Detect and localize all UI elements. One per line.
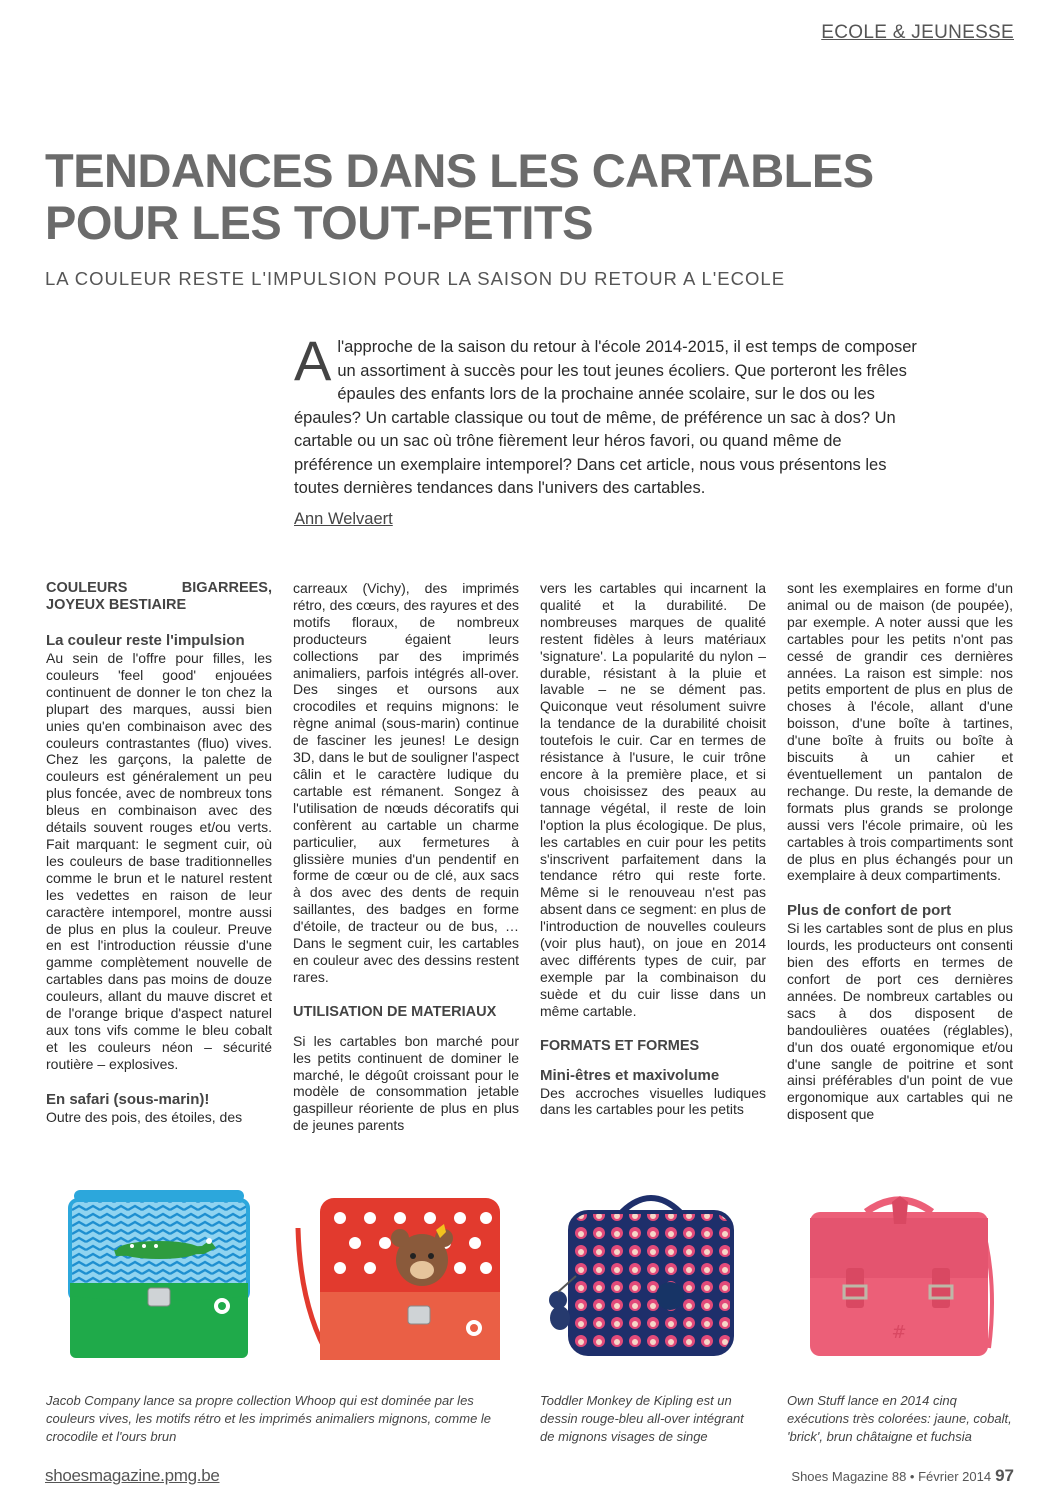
footer-website-link[interactable]: shoesmagazine.pmg.be [45, 1466, 220, 1485]
article-subtitle: LA COULEUR RESTE L'IMPULSION POUR LA SAISON DU RETOUR A L'ECOLE [45, 268, 786, 289]
title-line-2: POUR LES TOUT-PETITS [45, 196, 593, 249]
caption-jacob-company: Jacob Company lance sa propre collection Whoop qui est dominée par les couleurs vives, les motifs rétro et les imprimés animaliers mignons, comme le crocodile et l'ours brun [46, 1393, 492, 1444]
bear-bag-photo [290, 1188, 520, 1360]
subheading-mini: Mini-êtres et maxivolume [540, 1066, 720, 1084]
body-text: Si les cartables sont de plus en plus lourds, les producteurs ont consenti bien des efforts en termes de confort de port ces dernières années. De nombreux cartables ou sacs à dos disposent de bandoulières ouatées (réglables), d'un dos ouaté ergonomique et/ou d'une sangle de poitrine et sont ainsi préférables d'un point de vue ergonomique aux cartables qui ne disposent que [787, 920, 1013, 1123]
crocodile-bag-photo [44, 1188, 274, 1360]
intro-text: l'approche de la saison du retour à l'école 2014-2015, il est temps de composer un assortiment à succès pour les tout jeunes écoliers. Que porteront les frêles épaules des enfants lors de la prochaine année scolaire, sur le dos ou les épaules? Un cartable classique ou tout de même, de préférence un sac à dos? Un cartable ou un sac où trône fièrement leur héros favori, ou quand même de préférence un exemplaire intemporel? Dans cet article, nous vous présentons les toutes dernières tendances dans l'univers des cartables. [294, 338, 917, 497]
ownstuff-bag-photo [784, 1188, 1014, 1360]
body-text: Au sein de l'offre pour filles, les couleurs 'feel good' enjouées continuent de donner le ton chez la plupart des marques, aussi bien unies qu'en combinaison avec des couleurs contrastantes (fluo) vives. Chez les garçons, la palette de couleurs est généralement un peu plus foncée, avec de nombreux tons bleus en combinaison avec des détails souvent rouges et/ou verts. Fait marquant: le segment cuir, où les couleurs de base traditionnelles comme le brun et le naturel restent les vedettes en raison de leur caractère intemporel, montre aussi de plus en plus la couleur. Preuve en est l'introduction réussie d'une gamme complètement nouvelle de cartables dans pas moins de douze couleurs, allant du mauve discret et de l'orange brique d'aspect naturel aux tons vifs comme le bleu cobalt et les couleurs néon – sécurité routière – explosives. [46, 650, 272, 1072]
text-column-2 [293, 580, 519, 1175]
page-number: 97 [995, 1466, 1014, 1485]
section-tag: ECOLE & JEUNESSE [821, 22, 1014, 43]
body-text: Outre des pois, des étoiles, des [46, 1108, 243, 1125]
drop-cap: A [294, 329, 332, 392]
subheading-comfort: Plus de confort de port [787, 902, 952, 920]
kipling-bag-photo [536, 1188, 766, 1360]
caption-own-stuff: Own Stuff lance en 2014 cinq exécutions très colorées: jaune, cobalt, 'brick', brun châtaigne et fuchsia [787, 1393, 1012, 1444]
text-column-3 [540, 580, 766, 1175]
issue-label: Shoes Magazine 88 • Février 2014 [791, 1469, 992, 1484]
section-heading-colors: COULEURS BIGARREES, JOYEUX BESTIAIRE [46, 580, 272, 613]
caption-kipling: Toddler Monkey de Kipling est un dessin rouge-bleu all-over intégrant de mignons visages de singe [540, 1393, 744, 1444]
subheading-safari: En safari (sous-marin)! [46, 1090, 210, 1108]
svg-text:#: # [891, 1322, 907, 1343]
text-column-4 [787, 580, 1013, 1175]
body-text: sont les exemplaires en forme d'un animal ou de maison (de poupée), par exemple. A noter aussi que les cartables pour les petits n'ont pas cessé de grandir ces dernières années. La raison est simple: nos petits emportent de plus en plus de choses à l'école, allant d'une boisson, d'une boîte à tartines, d'une boîte à fruits ou boîte à biscuits à un cahier et éventuellement un pantalon de rechange. Du reste, la demande de formats plus grands se prolonge aussi vers l'école primaire, où les cartables à trois compartiments sont de plus en plus échangés pour un exemplaire à deux compartiments. [787, 580, 1013, 884]
section-heading-formats: FORMATS ET FORMES [540, 1037, 700, 1054]
body-text: Des accroches visuelles ludiques dans les cartables pour les petits [540, 1084, 766, 1118]
footer-issue-info [791, 1466, 1014, 1486]
body-text: Si les cartables bon marché pour les petits continuent de dominer le marché, le dégoût croissant pour le modèle de consommation jetable gaspilleur réoriente de plus en plus de jeunes parents [293, 1032, 519, 1134]
intro-paragraph [294, 329, 924, 501]
title-line-1: TENDANCES DANS LES CARTABLES [45, 144, 874, 197]
subheading-impulse: La couleur reste l'impulsion [46, 632, 245, 649]
author-byline: Ann Welvaert [294, 510, 393, 528]
body-text: carreaux (Vichy), des imprimés rétro, des cœurs, des rayures et des motifs floraux, de nombreux producteurs égaient leurs collections par des imprimés animaliers, parfois intégrés all-over. Des singes et oursons aux crocodiles et requins mignons: le règne animal (sous-marin) continue de fasciner les jeunes! Le design 3D, dans le but de souligner l'aspect câlin et le caractère ludique du cartable est rémanent. Songez à l'utilisation de nœuds décoratifs qui confèrent au cartable un charme particulier, aux fermetures à glissière munies d'un pendentif en forme de cœur ou de clé, aux sacs à dos avec des dents de requin saillantes, des badges en forme d'étoile, de tracteur ou de bus, … Dans le segment cuir, les cartables en couleur avec des dessins restent rares. [293, 580, 519, 985]
article-title [45, 145, 945, 249]
text-column-1 [46, 580, 272, 1175]
body-text: vers les cartables qui incarnent la qualité et la durabilité. De nombreuses marques de qualité restent fidèles à leurs matériaux 'signature'. La popularité du nylon – durable, résistant à la pluie et lavable – ne se dément pas. Quiconque veut résolument suivre la tendance de la durabilité choisit toutefois le cuir. Car en termes de résistance à l'usure, le cuir trône encore à la première place, et si vous choisissez des peaux au tannage végétal, il reste de loin l'option la plus écologique. De plus, les cartables en cuir pour les petits s'inscrivent parfaitement dans la tendance rétro qui reste forte. Même si le renouveau n'est pas absent dans ce segment: en plus de l'introduction de nouvelles couleurs (voir plus haut), on joue en 2014 avec différents types de cuir, par exemple par la combinaison du suède et du cuir lisse dans un même cartable. [540, 580, 766, 1019]
section-heading-materials: UTILISATION DE MATERIAUX [293, 1003, 497, 1020]
